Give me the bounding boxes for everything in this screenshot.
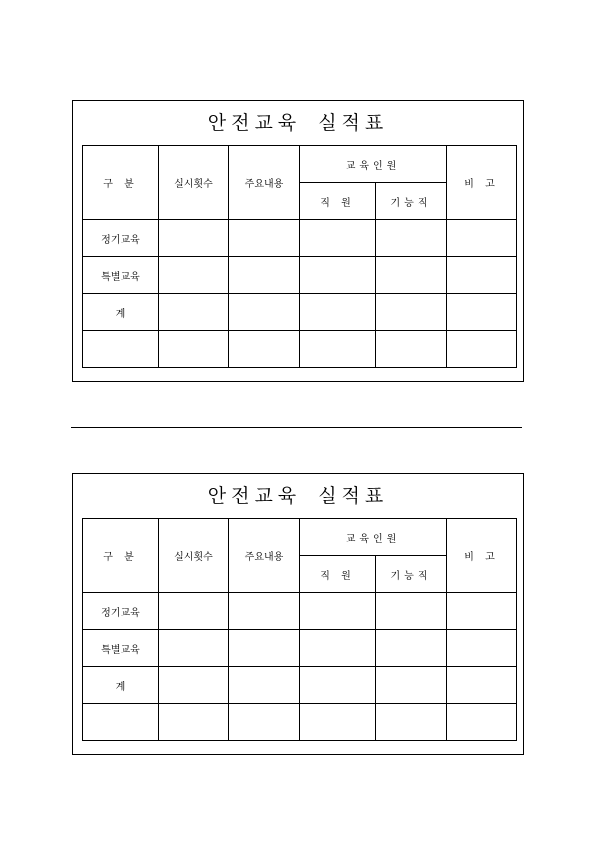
- form-title: 안전교육 실적표: [207, 485, 389, 507]
- cell-remarks[interactable]: [447, 704, 517, 741]
- header-count: 실시횟수: [159, 146, 229, 220]
- safety-training-form-top: [72, 100, 524, 382]
- cell-content[interactable]: [229, 593, 300, 630]
- cell-staff[interactable]: [300, 294, 376, 331]
- form-title: 안전교육 실적표: [207, 112, 389, 134]
- cell-staff[interactable]: [300, 331, 376, 368]
- cell-content[interactable]: [229, 294, 300, 331]
- table-row: [83, 331, 517, 368]
- cell-staff[interactable]: [300, 257, 376, 294]
- cell-count[interactable]: [159, 630, 229, 667]
- cell-content[interactable]: [229, 331, 300, 368]
- header-personnel: 교육인원: [300, 146, 447, 183]
- header-personnel: 교육인원: [300, 519, 447, 556]
- cell-technical[interactable]: [376, 331, 447, 368]
- cell-technical[interactable]: [376, 593, 447, 630]
- table-row: [83, 593, 517, 630]
- table-row: [83, 220, 517, 257]
- row-label: 특별교육: [83, 630, 159, 667]
- row-label: 특별교육: [83, 257, 159, 294]
- cell-count[interactable]: [159, 331, 229, 368]
- cell-technical[interactable]: [376, 704, 447, 741]
- row-label[interactable]: [83, 331, 159, 368]
- table-row: [83, 630, 517, 667]
- cell-technical[interactable]: [376, 294, 447, 331]
- cell-content[interactable]: [229, 630, 300, 667]
- table-row: [83, 294, 517, 331]
- cell-content[interactable]: [229, 220, 300, 257]
- header-staff: 직 원: [300, 183, 376, 220]
- header-staff: 직 원: [300, 556, 376, 593]
- cut-line-divider: [71, 427, 522, 428]
- cell-remarks[interactable]: [447, 294, 517, 331]
- header-technical: 기능직: [376, 556, 447, 593]
- safety-training-form-bottom: [72, 473, 524, 755]
- cell-remarks[interactable]: [447, 257, 517, 294]
- header-remarks: 비 고: [447, 146, 517, 220]
- cell-technical[interactable]: [376, 220, 447, 257]
- row-label: 정기교육: [83, 220, 159, 257]
- cell-staff[interactable]: [300, 220, 376, 257]
- header-category: 구 분: [83, 519, 159, 593]
- table-row: [83, 704, 517, 741]
- row-label: 계: [83, 667, 159, 704]
- cell-remarks[interactable]: [447, 630, 517, 667]
- header-technical: 기능직: [376, 183, 447, 220]
- table-header-row: [83, 519, 517, 556]
- table-row: [83, 667, 517, 704]
- cell-remarks[interactable]: [447, 331, 517, 368]
- cell-staff[interactable]: [300, 667, 376, 704]
- cell-count[interactable]: [159, 294, 229, 331]
- row-label: 정기교육: [83, 593, 159, 630]
- cell-staff[interactable]: [300, 704, 376, 741]
- cell-count[interactable]: [159, 220, 229, 257]
- training-record-table: [82, 518, 517, 741]
- cell-technical[interactable]: [376, 667, 447, 704]
- table-header-row: [83, 146, 517, 183]
- cell-count[interactable]: [159, 593, 229, 630]
- cell-remarks[interactable]: [447, 667, 517, 704]
- cell-count[interactable]: [159, 257, 229, 294]
- header-remarks: 비 고: [447, 519, 517, 593]
- cell-content[interactable]: [229, 704, 300, 741]
- header-main-content: 주요내용: [229, 519, 300, 593]
- cell-staff[interactable]: [300, 593, 376, 630]
- cell-technical[interactable]: [376, 630, 447, 667]
- header-main-content: 주요내용: [229, 146, 300, 220]
- cell-content[interactable]: [229, 257, 300, 294]
- header-category: 구 분: [83, 146, 159, 220]
- cell-remarks[interactable]: [447, 593, 517, 630]
- cell-count[interactable]: [159, 667, 229, 704]
- cell-technical[interactable]: [376, 257, 447, 294]
- table-row: [83, 257, 517, 294]
- row-label: 계: [83, 294, 159, 331]
- row-label[interactable]: [83, 704, 159, 741]
- cell-remarks[interactable]: [447, 220, 517, 257]
- cell-content[interactable]: [229, 667, 300, 704]
- header-count: 실시횟수: [159, 519, 229, 593]
- cell-count[interactable]: [159, 704, 229, 741]
- cell-staff[interactable]: [300, 630, 376, 667]
- training-record-table: [82, 145, 517, 368]
